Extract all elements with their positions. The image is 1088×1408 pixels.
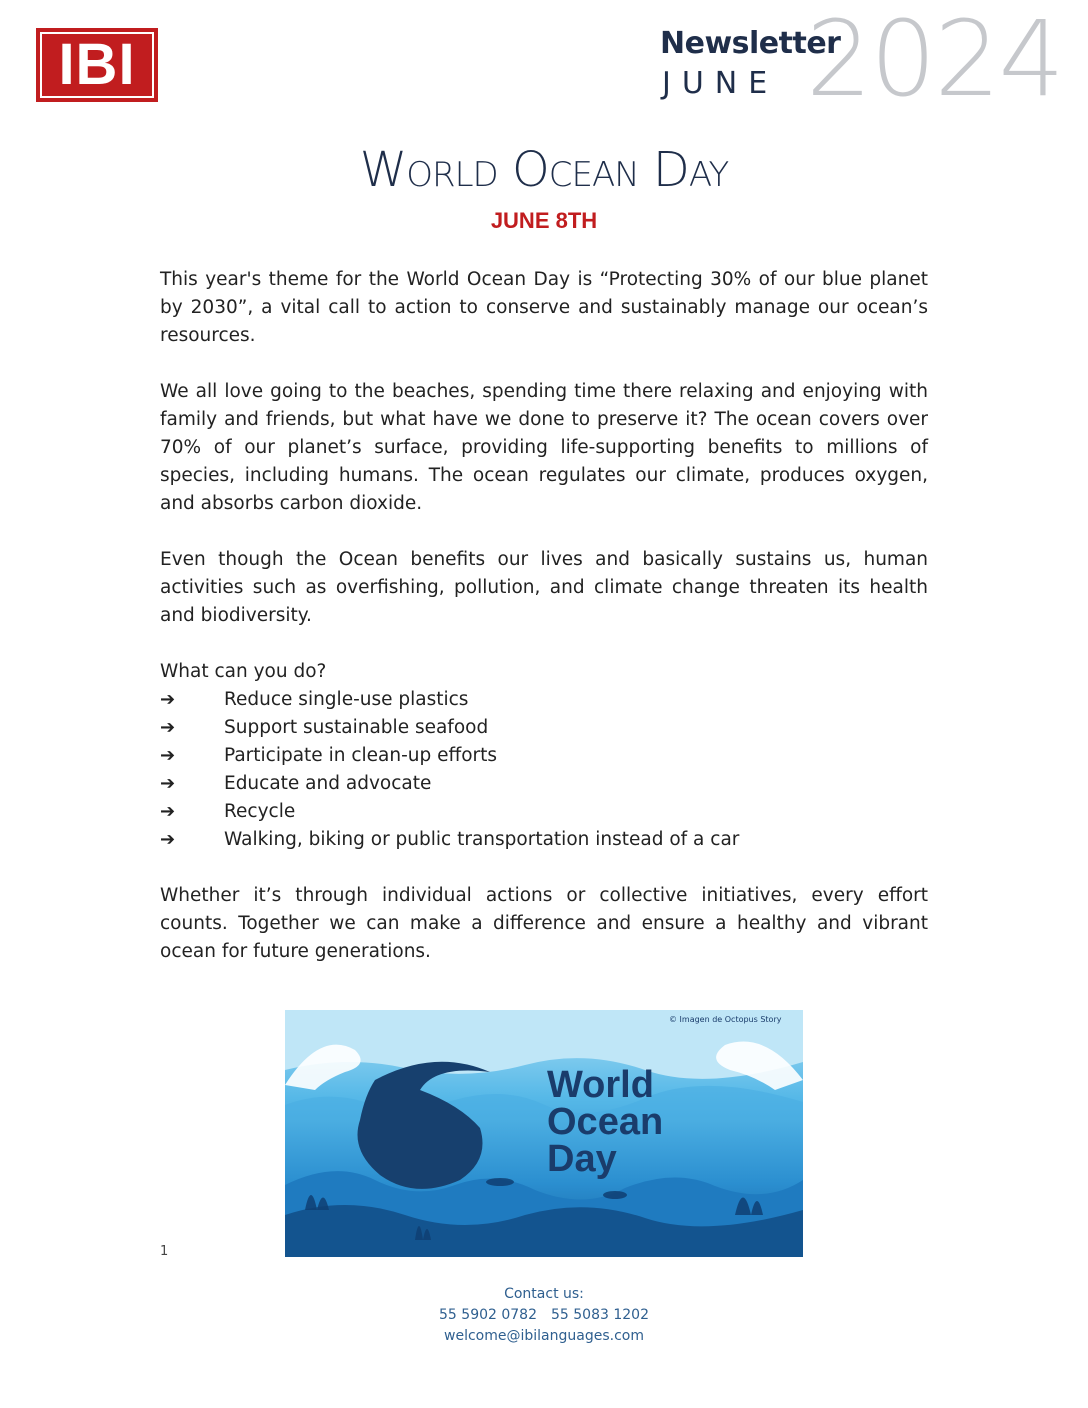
arrow-icon: ➔	[160, 773, 176, 794]
article-body	[160, 266, 928, 994]
paragraph-2: We all love going to the beaches, spending time there relaxing and enjoying with family and friends, but what have we done to preserve it? The ocean covers over 70% of our planet’s surface, providing life-supporting benefits to millions of species, including humans. The ocean regulates our climate, produces oxygen, and absorbs carbon dioxide.	[160, 381, 928, 514]
newsletter-year: 2024	[806, 0, 1063, 120]
arrow-icon: ➔	[160, 829, 176, 850]
arrow-icon: ➔	[160, 689, 176, 710]
arrow-icon: ➔	[160, 801, 176, 822]
image-credit: © Imagen de Octopus Story	[669, 1015, 782, 1024]
list-item: ➔ Educate and advocate	[160, 770, 928, 798]
list-item: ➔ Recycle	[160, 798, 928, 826]
page-title: World Ocean Day	[359, 142, 729, 198]
action-list	[160, 686, 928, 854]
arrow-icon: ➔	[160, 717, 176, 738]
question-heading: What can you do?	[160, 661, 327, 682]
closing-paragraph: Whether it’s through individual actions or collective initiatives, every effort counts. Together we can make a difference and ensure a healthy and vibrant ocean for future generations.	[160, 885, 928, 962]
paragraph-1: This year's theme for the World Ocean Day is “Protecting 30% of our blue planet by 2030”, a vital call to action to conserve and sustainably manage our ocean’s resources.	[160, 269, 928, 346]
list-item: ➔ Reduce single-use plastics	[160, 686, 928, 714]
world-ocean-day-illustration	[285, 1010, 803, 1257]
list-item: ➔ Participate in clean-up efforts	[160, 742, 928, 770]
phone-numbers	[0, 1305, 1088, 1326]
paragraph-3: Even though the Ocean benefits our lives and basically sustains us, human activities such as overfishing, pollution, and climate change threaten its health and biodiversity.	[160, 549, 928, 626]
illustration-word-day: Day	[547, 1138, 617, 1180]
list-item: ➔ Support sustainable seafood	[160, 714, 928, 742]
page-subtitle: JUNE 8TH	[490, 208, 598, 233]
list-item: ➔ Walking, biking or public transportation instead of a car	[160, 826, 928, 854]
phone-1[interactable]: 55 5902 0782	[439, 1307, 537, 1323]
illustration-word-world: World	[547, 1064, 654, 1106]
logo-text: IBI	[58, 32, 136, 97]
illustration-word-ocean: Ocean	[547, 1101, 664, 1143]
footer-contact	[0, 1284, 1088, 1347]
contact-label: Contact us:	[504, 1286, 584, 1302]
contact-email[interactable]: welcome@ibilanguages.com	[444, 1328, 644, 1344]
newsletter-month: JUNE	[662, 66, 779, 101]
phone-2[interactable]: 55 5083 1202	[551, 1307, 649, 1323]
newsletter-label: Newsletter	[660, 26, 841, 61]
ibi-logo	[36, 28, 158, 102]
page-number: 1	[160, 1244, 169, 1259]
arrow-icon: ➔	[160, 745, 176, 766]
